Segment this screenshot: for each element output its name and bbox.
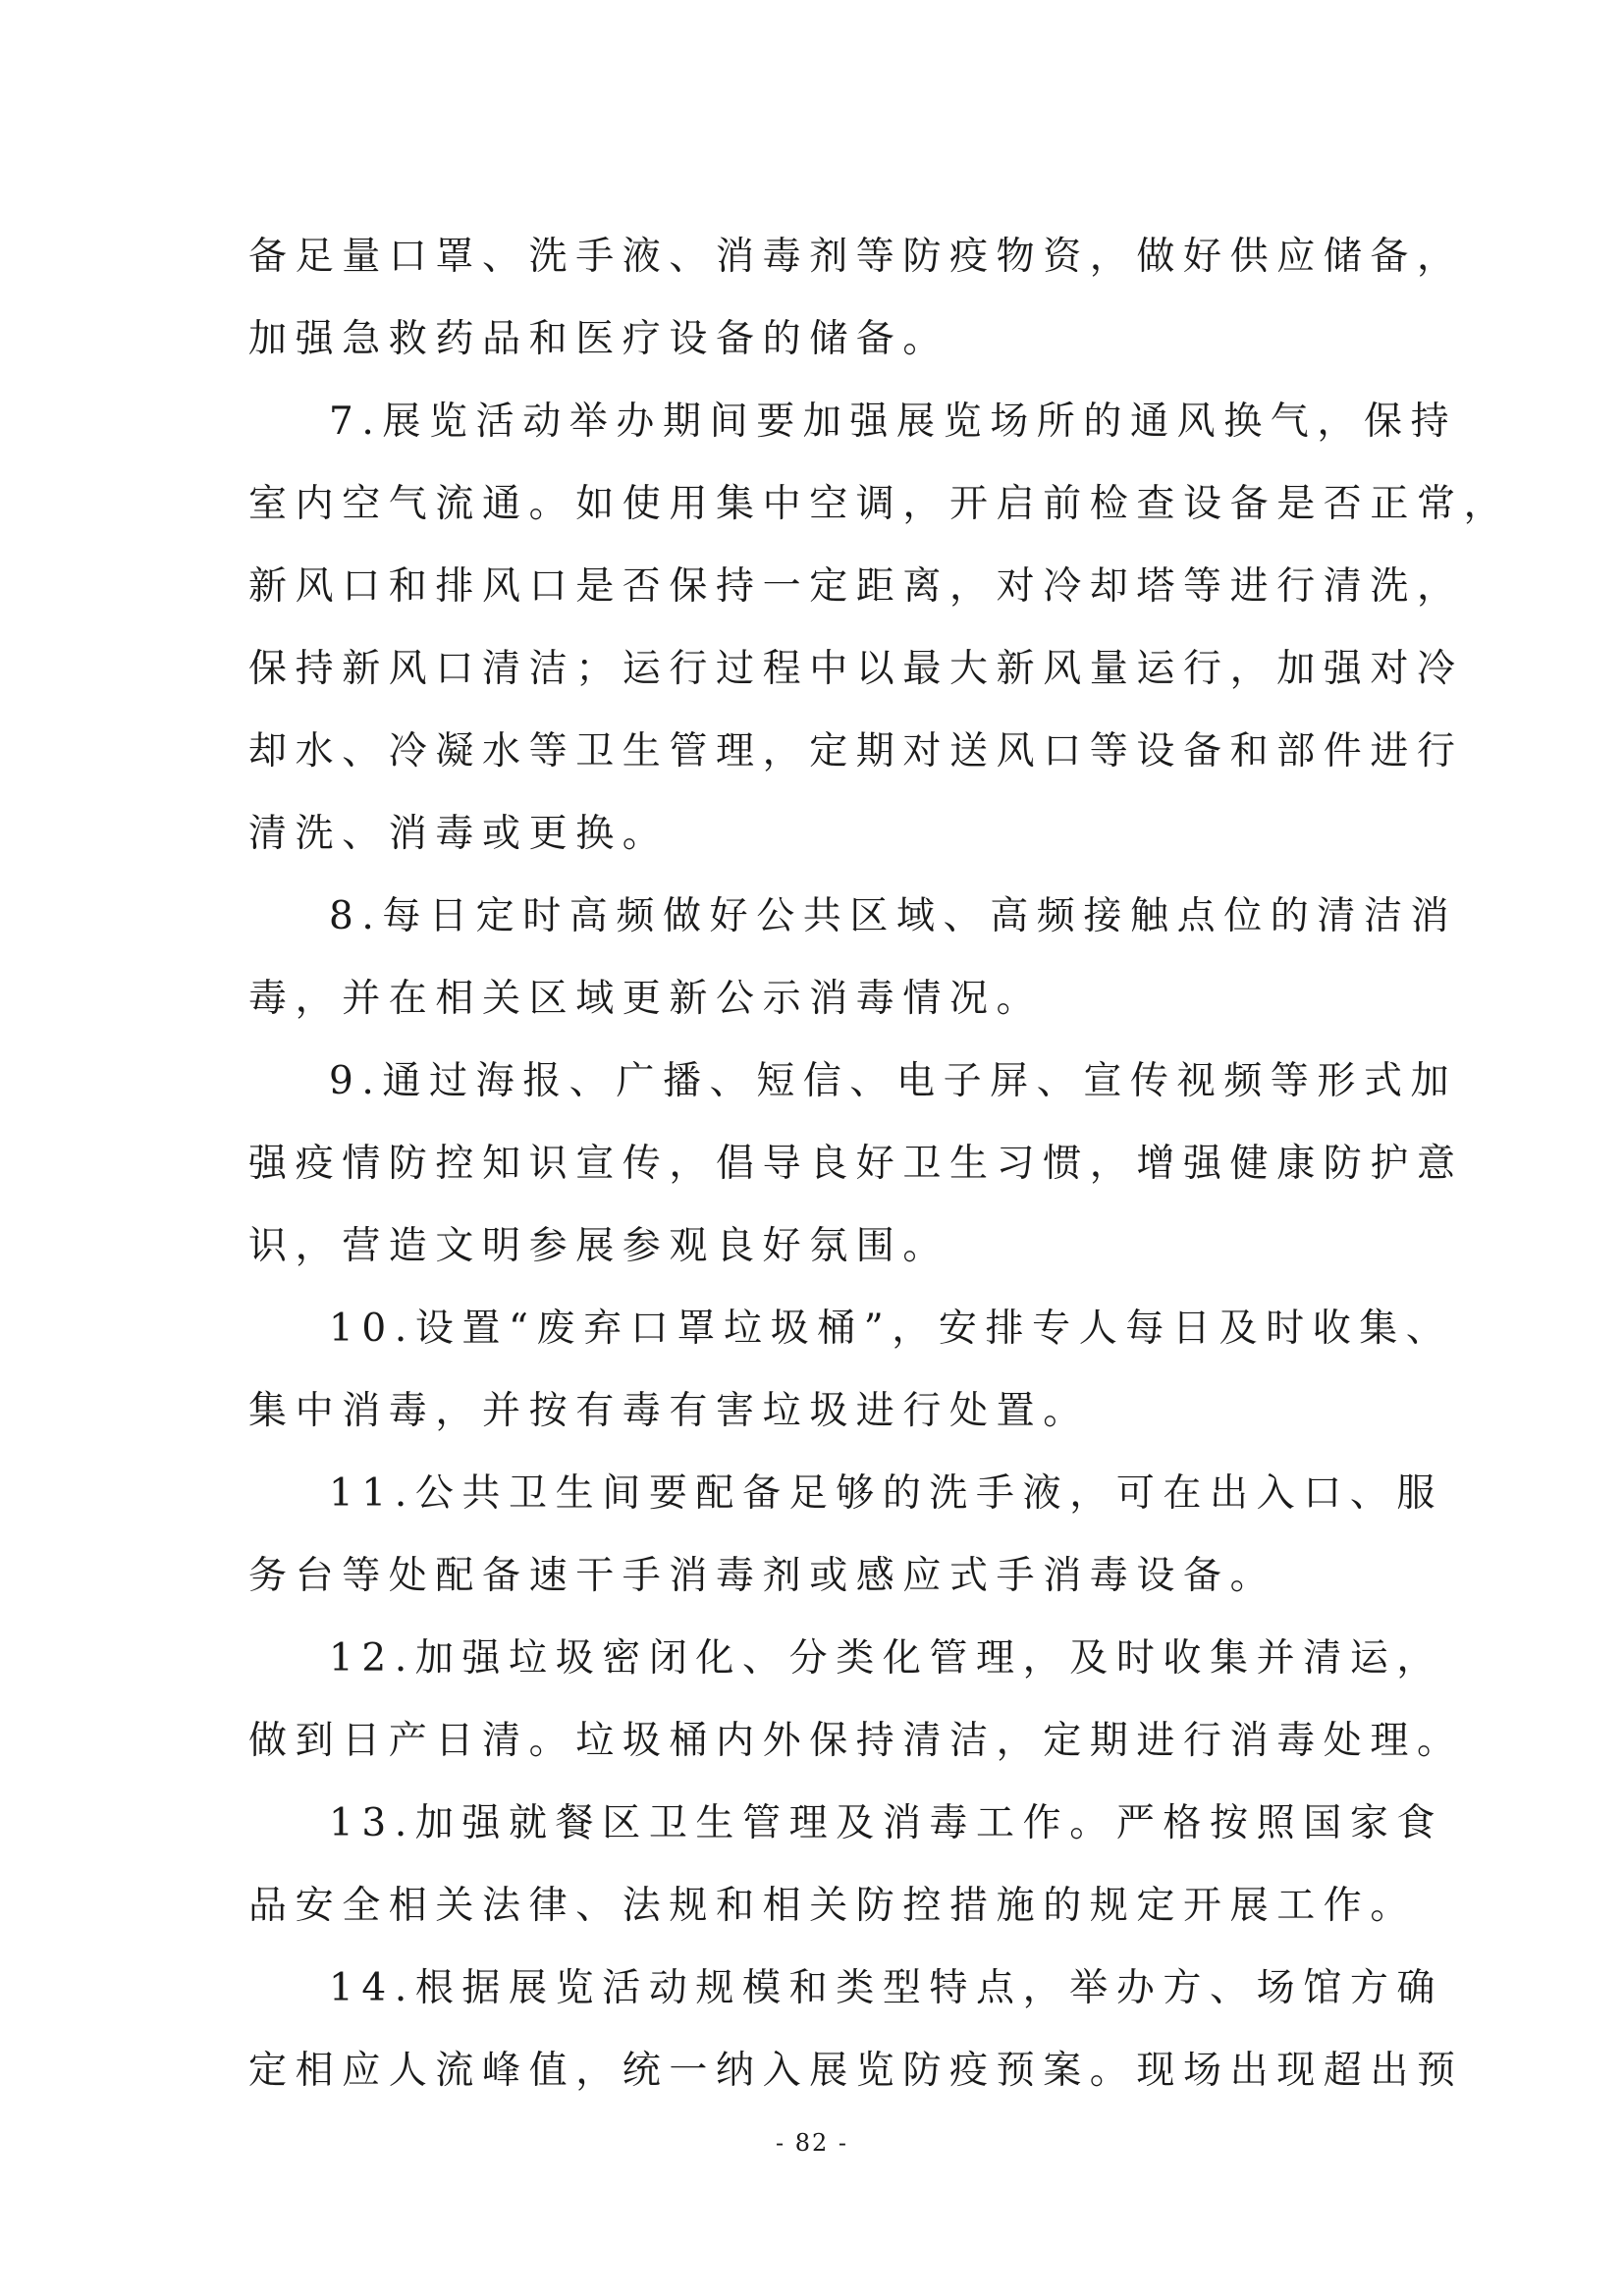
paragraph-9-start: 9.通过海报、广播、短信、电子屏、宣传视频等形式加	[329, 1059, 1458, 1103]
text-line: 保持新风口清洁；运行过程中以最大新风量运行，加强对冷	[248, 647, 1464, 691]
text-line: 毒，并在相关区域更新公示消毒情况。	[248, 977, 1044, 1021]
text-line: 品安全相关法律、法规和相关防控措施的规定开展工作。	[248, 1884, 1418, 1928]
paragraph-12-start: 12.加强垃圾密闭化、分类化管理，及时收集并清运，	[329, 1636, 1444, 1681]
paragraph-8-start: 8.每日定时高频做好公共区域、高频接触点位的清洁消	[329, 894, 1458, 938]
text-line: 做到日产日清。垃圾桶内外保持清洁，定期进行消毒处理。	[248, 1719, 1464, 1763]
text-line: 备足量口罩、洗手液、消毒剂等防疫物资，做好供应储备，	[248, 235, 1464, 279]
text-line: 强疫情防控知识宣传，倡导良好卫生习惯，增强健康防护意	[248, 1142, 1464, 1186]
body-text	[248, 216, 1511, 2112]
paragraph-7-start: 7.展览活动举办期间要加强展览场所的通风换气，保持	[329, 400, 1458, 444]
paragraph-14-start: 14.根据展览活动规模和类型特点，举办方、场馆方确	[329, 1966, 1444, 2010]
paragraph-10-start: 10.设置“废弃口罩垃圾桶”，安排专人每日及时收集、	[329, 1307, 1453, 1351]
paragraph-13-start: 13.加强就餐区卫生管理及消毒工作。严格按照国家食	[329, 1801, 1444, 1845]
text-line: 集中消毒，并按有毒有害垃圾进行处置。	[248, 1389, 1090, 1433]
paragraph-11-start: 11.公共卫生间要配备足够的洗手液，可在出入口、服	[329, 1471, 1444, 1516]
text-line: 定相应人流峰值，统一纳入展览防疫预案。现场出现超出预	[248, 2049, 1464, 2093]
text-line: 室内空气流通。如使用集中空调，开启前检查设备是否正常，	[248, 482, 1511, 526]
text-line: 清洗、消毒或更换。	[248, 812, 670, 856]
text-line: 务台等处配备速干手消毒剂或感应式手消毒设备。	[248, 1554, 1277, 1598]
text-line: 新风口和排风口是否保持一定距离，对冷却塔等进行清洗，	[248, 564, 1464, 609]
page-number: - 82 -	[775, 2129, 848, 2157]
text-line: 识，营造文明参展参观良好氛围。	[248, 1224, 950, 1268]
text-line: 却水、冷凝水等卫生管理，定期对送风口等设备和部件进行	[248, 729, 1464, 774]
text-line: 加强急救药品和医疗设备的储备。	[248, 317, 950, 361]
